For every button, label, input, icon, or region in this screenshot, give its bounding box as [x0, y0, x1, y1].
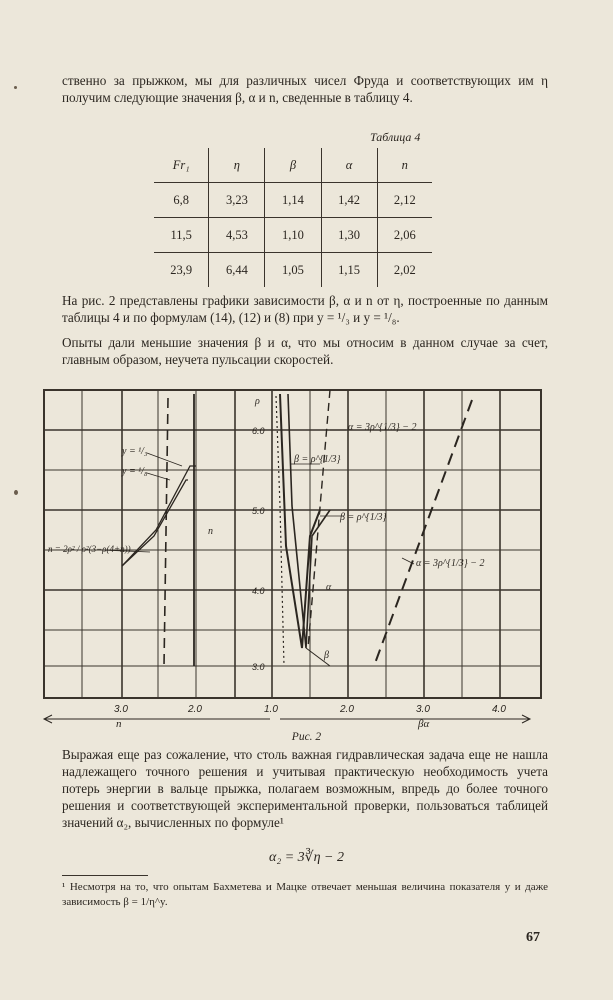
table-cell: 1,14 — [265, 183, 321, 218]
table-cell: 1,30 — [321, 218, 377, 253]
alpha-curve-solid — [288, 394, 330, 648]
label-n-curve: n — [208, 526, 213, 537]
label-alpha-formula-top: α = 3ρ^{1/3} − 2 — [348, 422, 417, 433]
label-y-eighth: y = ¹/₈ — [122, 466, 148, 477]
table-row — [154, 183, 432, 218]
table-cell: 2,02 — [377, 253, 432, 288]
left-axis-label: n — [116, 718, 122, 730]
page-speck — [14, 490, 18, 495]
formula-alpha2: α₂ = 3∛η − 2 — [269, 850, 344, 865]
page-number: 67 — [526, 930, 540, 945]
table-cell: 23,9 — [170, 262, 193, 277]
beta-curve-solid — [280, 394, 320, 648]
label-beta-rho: β = ρ^{1/3} — [294, 454, 341, 465]
label-alpha-formula-right: α = 3ρ^{1/3} − 2 — [416, 558, 485, 569]
figure-chart — [30, 386, 550, 731]
y-tick: 6.0 — [252, 426, 265, 436]
n-asymptote-dashed — [164, 398, 168, 666]
left-axis-tick: 2.0 — [188, 704, 202, 715]
table-cell: 1,10 — [265, 218, 321, 253]
table-row — [154, 253, 432, 288]
table-cell: 3,23 — [209, 183, 265, 218]
page-speck — [14, 86, 17, 89]
paragraph-figure-ref: На рис. 2 представлены графики зависимости β, α и n от η, построенные по данным таблицы 4 и по формулам (14), (12) и (8) при y = ¹/₃ и y = ¹/₈. — [62, 293, 548, 325]
label-beta-curve: β — [324, 650, 329, 661]
table-cell: 1,15 — [321, 253, 377, 288]
table-cell: 6,44 — [209, 253, 265, 288]
label-n-formula: n = 2ρ² / ρ²(3−ρ(4+n)) — [48, 544, 131, 554]
table-cell: 6,8 — [154, 183, 209, 218]
table-cell: 11,5 — [154, 218, 209, 253]
table-header: α — [321, 148, 377, 183]
left-axis-tick: 3.0 — [114, 704, 128, 715]
alpha-curve-dashed — [308, 390, 330, 648]
table-cell: 2,06 — [377, 218, 432, 253]
figure-caption: Рис. 2 — [291, 731, 322, 743]
y-tick: 4.0 — [252, 586, 265, 596]
table-cell: 1,05 — [265, 253, 321, 288]
y-tick: 5.0 — [252, 506, 265, 516]
data-table — [154, 148, 432, 287]
table-header: Fr₁ — [154, 148, 209, 183]
left-axis-tick: 1.0 — [264, 704, 278, 715]
table-header: n — [377, 148, 432, 183]
footnote: ¹ Несмотря на то, что опытам Бахметева и Мацке отвечает меньшая величина показателя y и даже зависимость β = 1/η^y. — [62, 881, 548, 908]
footnote-rule — [62, 875, 148, 876]
alpha-experimental-dashed — [374, 400, 472, 666]
table-caption: Таблица 4 — [370, 130, 421, 144]
table-cell: 4,53 — [209, 218, 265, 253]
table-cell: 1,42 — [321, 183, 377, 218]
table-row — [154, 218, 432, 253]
label-alpha-curve: α — [326, 582, 332, 593]
right-axis-label: βα — [418, 718, 430, 730]
paragraph-experiments: Опыты дали меньшие значения β и α, что мы относим в данном случае за счет, главным образом, неучета пульсации скоростей. — [62, 335, 548, 367]
y-tick: 3.0 — [252, 662, 265, 672]
right-axis-tick: 2.0 — [340, 704, 354, 715]
table-header: β — [265, 148, 321, 183]
x-axis-ticks — [114, 704, 506, 715]
n-curve-y-eighth — [122, 480, 188, 566]
table-header: η — [209, 148, 265, 183]
label-rho-axis: ρ — [255, 396, 260, 407]
right-axis-tick: 3.0 — [416, 704, 430, 715]
paragraph-intro: ственно за прыжком, мы для различных чисел Фруда и соответствующих им η получим следующие значения β, α и n, сведенные в таблицу 4. — [62, 73, 548, 105]
label-y-third: y = ¹/₃ — [122, 446, 148, 457]
figure-curves — [122, 390, 472, 666]
right-axis-tick: 4.0 — [492, 704, 506, 715]
beta-curve-dotted — [276, 396, 284, 666]
label-beta-rho-lower: β = ρ^{1/3} — [340, 512, 387, 523]
table-cell: 2,12 — [377, 183, 432, 218]
paragraph-conclusion: Выражая еще раз сожаление, что столь важная гидравлическая задача еще не нашла надлежащего точного решения и учитывая практическую необходимость учета потерь энергии в вальце прыжка, полагаем возможным, впредь до более точного решения и соответствующей экспериментальной проверки, пользоваться таблицей значений α₂, вычисленных по формуле¹ — [62, 747, 548, 830]
figure-labels — [48, 396, 485, 661]
y-axis-ticks — [252, 426, 265, 672]
